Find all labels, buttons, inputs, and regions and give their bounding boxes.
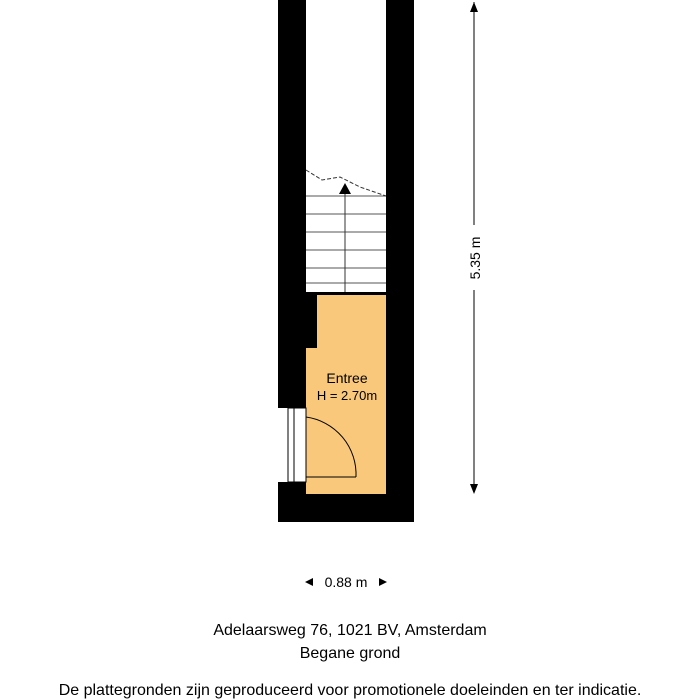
top-room-bottom-wall [300,292,386,295]
disclaimer-text: De plattegronden zijn geproduceerd voor promotionele doeleinden en ter indicatie. [58,682,642,699]
floor-name: Begane grond [299,645,401,662]
address-text: Adelaarsweg 76, 1021 BV, Amsterdam [213,622,487,639]
room-name: Entree [326,370,368,386]
bottom-wall [278,494,414,522]
room-height: H = 2.70m [316,388,378,403]
arrow-left-icon [305,578,313,586]
width-label: 0.88 m [324,574,368,590]
width-dimension [305,574,387,590]
arrow-right-icon [379,578,387,586]
right-wall [386,0,414,522]
stair-arrow-icon [339,183,351,194]
length-dimension [467,2,483,494]
wall-notch [300,295,317,348]
length-label: 5.35 m [467,236,483,280]
